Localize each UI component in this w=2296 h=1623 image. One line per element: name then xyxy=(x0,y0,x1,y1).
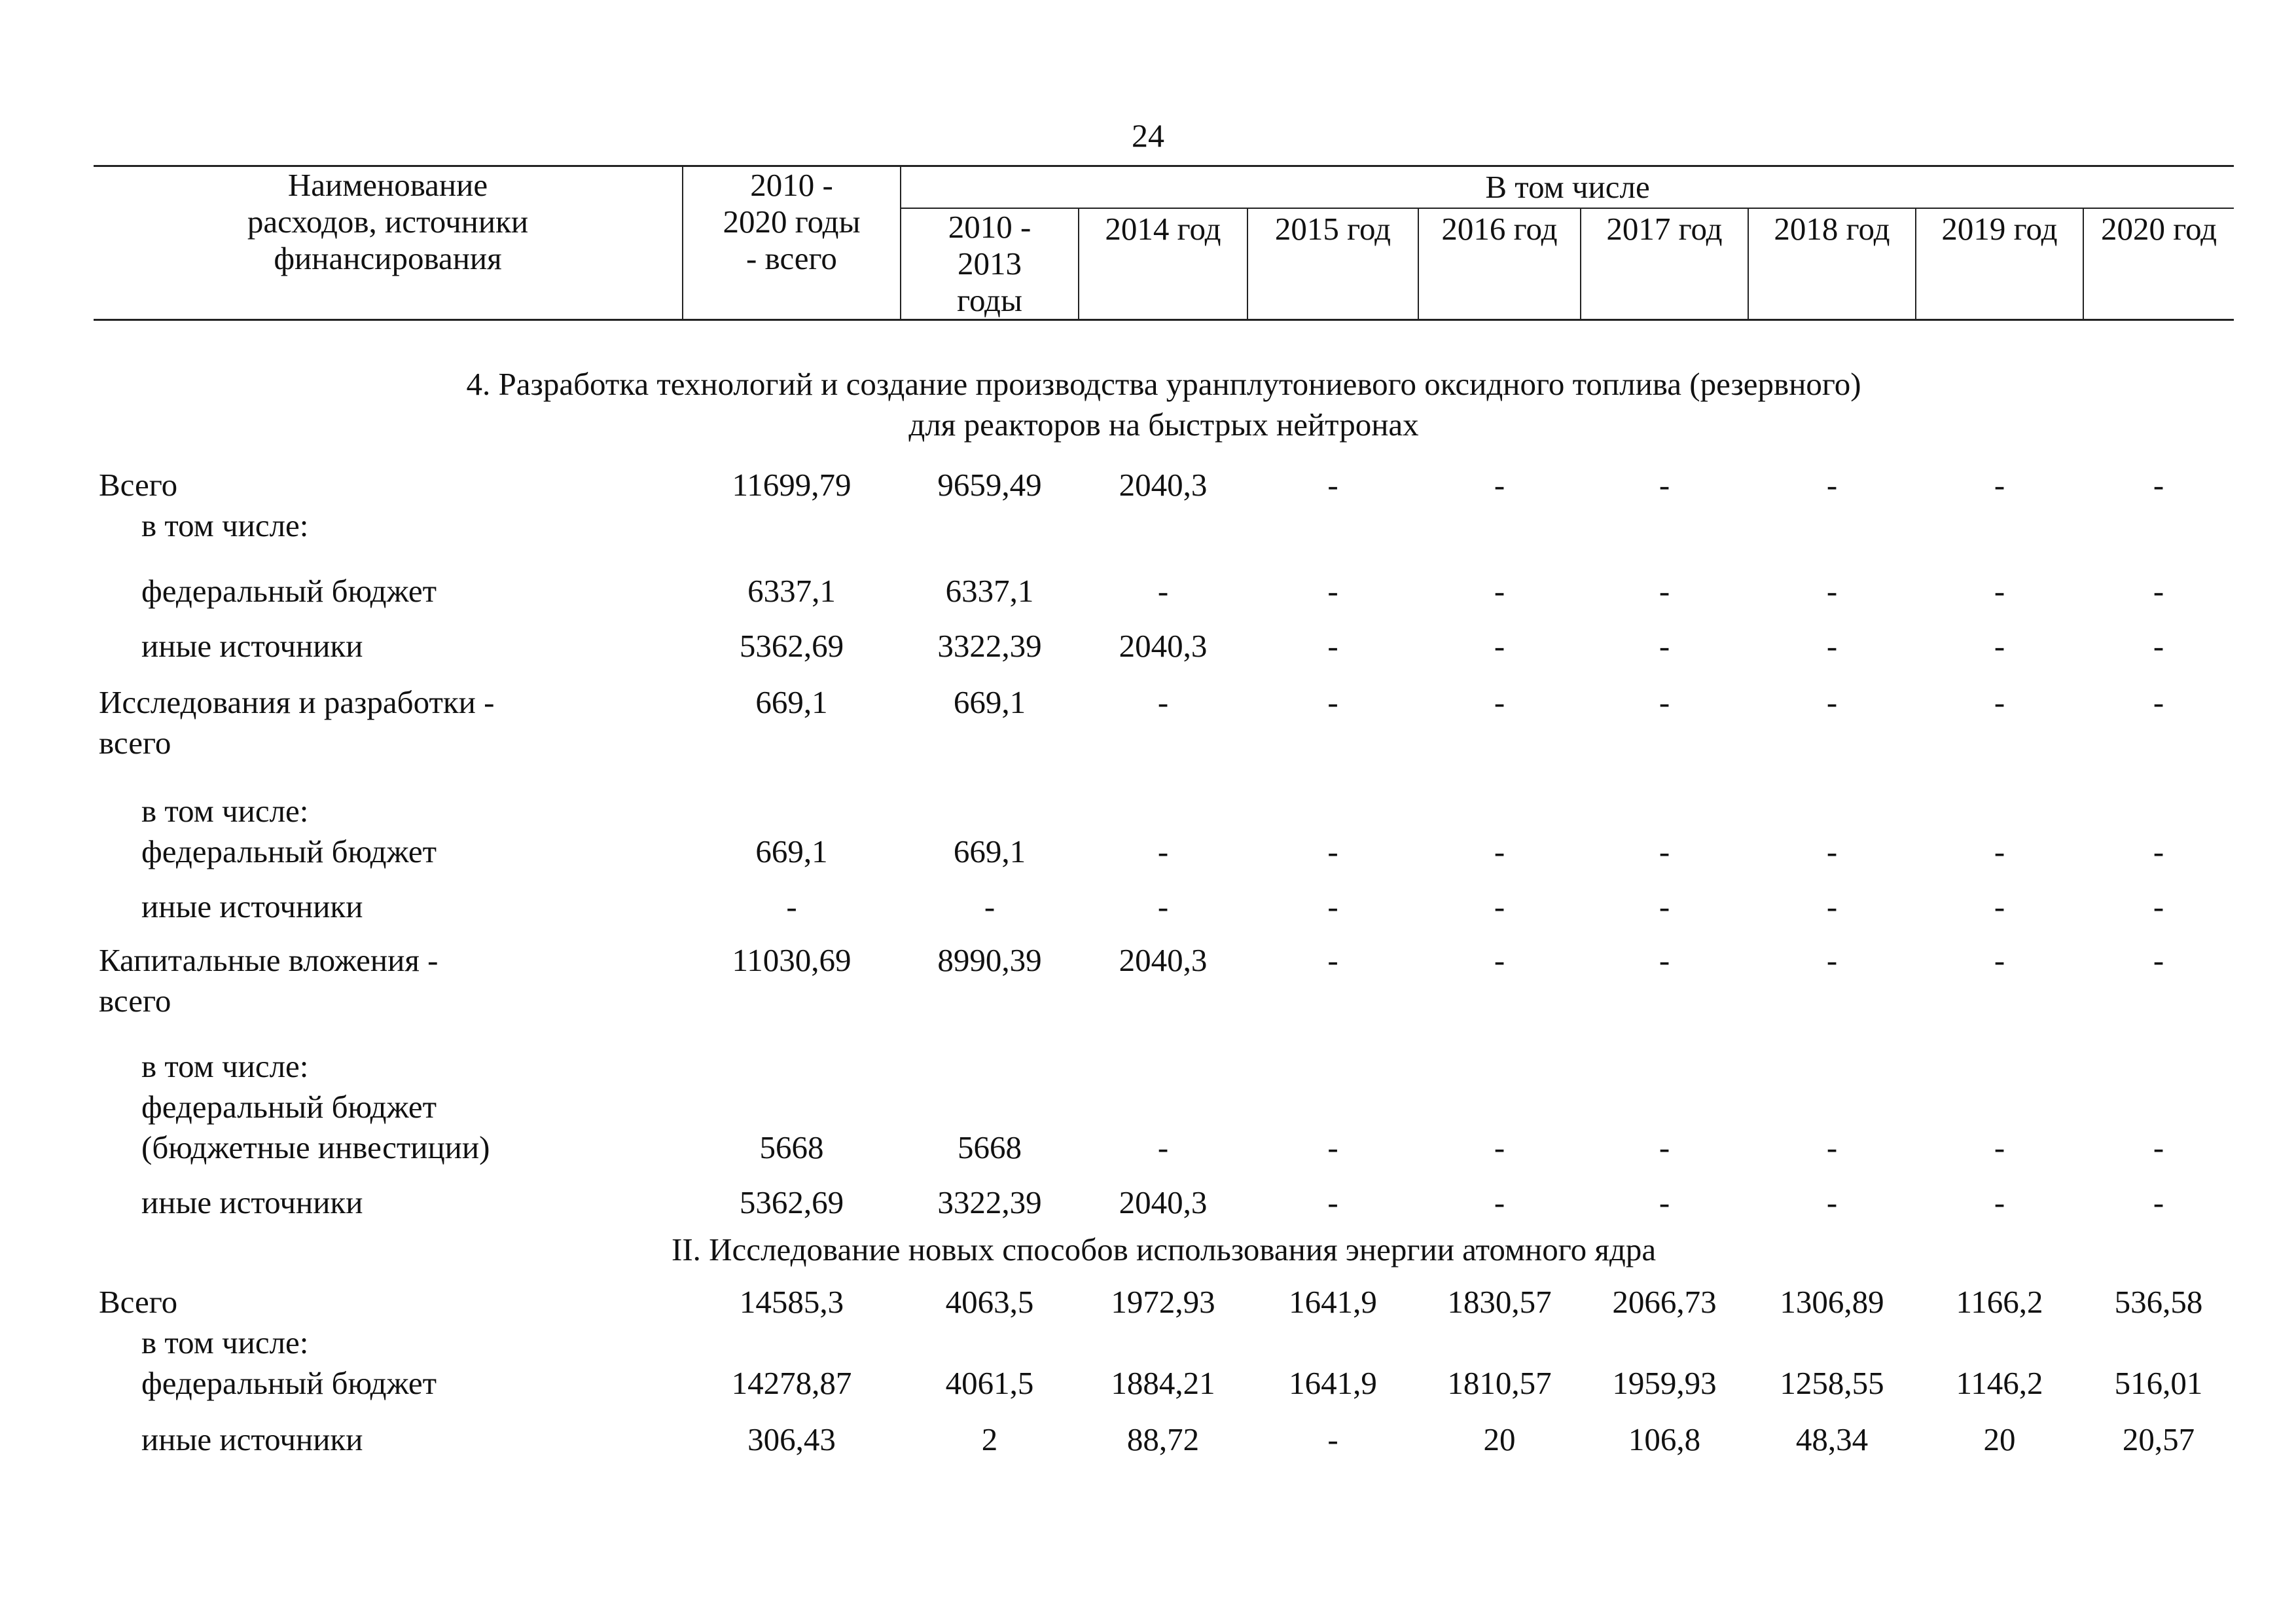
cell-value xyxy=(1748,1021,1916,1087)
cell-value xyxy=(1418,1087,1581,1127)
cell-value: - xyxy=(1494,1184,1505,1220)
cell-value: 669,1 xyxy=(755,833,828,869)
cell-value xyxy=(1916,981,2083,1021)
cell-value xyxy=(1748,1087,1916,1127)
table-row xyxy=(94,1087,2234,1127)
cell-value xyxy=(901,1322,1079,1363)
cell-value: 536,58 xyxy=(2114,1284,2203,1320)
table-body xyxy=(94,320,2234,1461)
cell-value xyxy=(683,723,901,763)
cell-value: 9659,49 xyxy=(937,467,1042,503)
cell-value: 1641,9 xyxy=(1289,1365,1377,1401)
cell-value: 4061,5 xyxy=(945,1365,1034,1401)
cell-value xyxy=(1748,981,1916,1021)
row-label: в том числе: xyxy=(141,793,309,829)
table-row xyxy=(94,1404,2234,1460)
cell-value xyxy=(1079,505,1247,546)
cell-value: - xyxy=(1327,684,1338,720)
section-title-row xyxy=(94,320,2234,446)
cell-value: - xyxy=(786,888,797,924)
cell-value xyxy=(1418,1322,1581,1363)
cell-value: 5362,69 xyxy=(739,628,844,664)
cell-value: - xyxy=(1826,942,1838,978)
header-sub-column: 2015 год xyxy=(1247,208,1418,320)
cell-value xyxy=(1079,1087,1247,1127)
cell-value xyxy=(901,723,1079,763)
cell-value: - xyxy=(1826,467,1838,503)
cell-value: 48,34 xyxy=(1795,1421,1869,1457)
cell-value: - xyxy=(1494,684,1505,720)
table-row xyxy=(94,872,2234,927)
cell-value: 5362,69 xyxy=(739,1184,844,1220)
cell-value xyxy=(901,1021,1079,1087)
cell-value: - xyxy=(2153,467,2164,503)
cell-value: - xyxy=(1494,467,1505,503)
cell-value: - xyxy=(1826,833,1838,869)
table-row xyxy=(94,666,2234,723)
cell-value: - xyxy=(1659,467,1670,503)
table-row xyxy=(94,723,2234,763)
cell-value xyxy=(1916,505,2083,546)
cell-value: - xyxy=(1327,833,1338,869)
cell-value: - xyxy=(1494,573,1505,609)
cell-value: - xyxy=(1494,888,1505,924)
cell-value xyxy=(1916,1087,2083,1127)
cell-value: 1959,93 xyxy=(1612,1365,1717,1401)
table-row xyxy=(94,981,2234,1021)
cell-value: 2040,3 xyxy=(1119,942,1208,978)
cell-value xyxy=(2083,505,2234,546)
cell-value: - xyxy=(2153,1184,2164,1220)
cell-value: - xyxy=(1659,1129,1670,1165)
cell-value: 2066,73 xyxy=(1612,1284,1717,1320)
cell-value: - xyxy=(1994,942,2005,978)
cell-value: 20,57 xyxy=(2122,1421,2195,1457)
cell-value: - xyxy=(1826,684,1838,720)
cell-value: - xyxy=(1826,888,1838,924)
header-name-column: Наименование расходов, источники финансирования xyxy=(94,166,683,320)
cell-value xyxy=(1581,1021,1748,1087)
cell-value: - xyxy=(2153,1129,2164,1165)
cell-value xyxy=(1581,505,1748,546)
cell-value xyxy=(901,763,1079,831)
row-label: всего xyxy=(99,983,171,1019)
cell-value xyxy=(1581,1087,1748,1127)
cell-value: - xyxy=(1327,888,1338,924)
cell-value: 306,43 xyxy=(747,1421,836,1457)
row-label: в том числе: xyxy=(141,507,309,543)
cell-value: 11699,79 xyxy=(732,467,852,503)
cell-value: 1258,55 xyxy=(1780,1365,1884,1401)
cell-value xyxy=(683,763,901,831)
cell-value: 669,1 xyxy=(953,833,1026,869)
financing-table xyxy=(94,165,2234,1460)
cell-value xyxy=(2083,763,2234,831)
cell-value: 3322,39 xyxy=(937,1184,1042,1220)
cell-value: 6337,1 xyxy=(747,573,836,609)
cell-value: 2040,3 xyxy=(1119,1184,1208,1220)
cell-value xyxy=(1581,723,1748,763)
cell-value xyxy=(1916,763,2083,831)
cell-value: - xyxy=(1494,833,1505,869)
cell-value: - xyxy=(1826,628,1838,664)
cell-value xyxy=(1079,981,1247,1021)
cell-value: 106,8 xyxy=(1628,1421,1701,1457)
cell-value: 1166,2 xyxy=(1956,1284,2043,1320)
cell-value xyxy=(2083,1021,2234,1087)
cell-value: 5668 xyxy=(958,1129,1022,1165)
cell-value: 2040,3 xyxy=(1119,467,1208,503)
cell-value: 14278,87 xyxy=(731,1365,852,1401)
cell-value: - xyxy=(1659,684,1670,720)
cell-value: - xyxy=(1157,888,1169,924)
cell-value: - xyxy=(1157,1129,1169,1165)
cell-value: - xyxy=(2153,573,2164,609)
cell-value: - xyxy=(2153,888,2164,924)
cell-value: - xyxy=(1994,888,2005,924)
cell-value: - xyxy=(1659,833,1670,869)
cell-value xyxy=(2083,981,2234,1021)
row-label: иные источники xyxy=(141,1184,363,1220)
cell-value xyxy=(1748,723,1916,763)
header-group-label: В том числе xyxy=(901,166,2234,209)
row-label: иные источники xyxy=(141,888,363,924)
header-sub-column: 2010 - 2013 годы xyxy=(901,208,1079,320)
table-row xyxy=(94,445,2234,505)
cell-value: 20 xyxy=(1983,1421,2016,1457)
cell-value xyxy=(1418,723,1581,763)
row-label: Всего xyxy=(99,1284,178,1320)
row-label: в том числе: xyxy=(141,1324,309,1360)
cell-value xyxy=(1916,1322,2083,1363)
cell-value: - xyxy=(1659,942,1670,978)
cell-value: 1884,21 xyxy=(1111,1365,1215,1401)
section-title-row xyxy=(94,1223,2234,1270)
cell-value xyxy=(1418,763,1581,831)
row-label: иные источники xyxy=(141,1421,363,1457)
cell-value: - xyxy=(1157,684,1169,720)
cell-value: 14585,3 xyxy=(739,1284,844,1320)
cell-value: - xyxy=(2153,684,2164,720)
table-row xyxy=(94,1363,2234,1404)
cell-value: - xyxy=(2153,942,2164,978)
cell-value xyxy=(1748,763,1916,831)
table-row xyxy=(94,1322,2234,1363)
table-row xyxy=(94,1168,2234,1223)
cell-value xyxy=(1247,763,1418,831)
cell-value: - xyxy=(1994,467,2005,503)
table-row xyxy=(94,1270,2234,1322)
page-number: 24 xyxy=(1132,117,1164,154)
cell-value: - xyxy=(2153,628,2164,664)
cell-value xyxy=(1247,1087,1418,1127)
cell-value: - xyxy=(1327,573,1338,609)
header-sub-column: 2019 год xyxy=(1916,208,2083,320)
header-sub-column: 2016 год xyxy=(1418,208,1581,320)
cell-value xyxy=(2083,1322,2234,1363)
cell-value: 5668 xyxy=(759,1129,824,1165)
cell-value: 1146,2 xyxy=(1956,1365,2043,1401)
cell-value xyxy=(1748,505,1916,546)
header-sub-column: 2017 год xyxy=(1581,208,1748,320)
cell-value xyxy=(683,1021,901,1087)
header-sub-column: 2018 год xyxy=(1748,208,1916,320)
cell-value: - xyxy=(1327,1184,1338,1220)
cell-value: - xyxy=(1994,684,2005,720)
cell-value: - xyxy=(1327,467,1338,503)
row-label: федеральный бюджет xyxy=(141,573,437,609)
row-label: (бюджетные инвестиции) xyxy=(141,1129,490,1165)
header-sub-column: 2014 год xyxy=(1079,208,1247,320)
cell-value xyxy=(1079,1322,1247,1363)
cell-value: 1641,9 xyxy=(1289,1284,1377,1320)
row-label: Всего xyxy=(99,467,178,503)
cell-value xyxy=(683,505,901,546)
table-row xyxy=(94,611,2234,666)
cell-value xyxy=(2083,1087,2234,1127)
cell-value xyxy=(1247,1322,1418,1363)
row-label: в том числе: xyxy=(141,1048,309,1084)
cell-value: - xyxy=(1994,573,2005,609)
cell-value xyxy=(901,1087,1079,1127)
cell-value xyxy=(1418,1021,1581,1087)
cell-value xyxy=(1581,1322,1748,1363)
cell-value: 3322,39 xyxy=(937,628,1042,664)
cell-value: 8990,39 xyxy=(937,942,1042,978)
cell-value: - xyxy=(1994,1184,2005,1220)
cell-value: 669,1 xyxy=(755,684,828,720)
cell-value xyxy=(1418,981,1581,1021)
row-label: всего xyxy=(99,725,171,761)
cell-value xyxy=(1079,723,1247,763)
cell-value: - xyxy=(2153,833,2164,869)
cell-value: - xyxy=(1994,833,2005,869)
cell-value xyxy=(683,981,901,1021)
cell-value: 1810,57 xyxy=(1447,1365,1552,1401)
cell-value: - xyxy=(1327,942,1338,978)
cell-value: 2040,3 xyxy=(1119,628,1208,664)
cell-value xyxy=(2083,723,2234,763)
cell-value xyxy=(1916,723,2083,763)
cell-value: 20 xyxy=(1483,1421,1516,1457)
cell-value: 11030,69 xyxy=(732,942,852,978)
cell-value: 2 xyxy=(981,1421,998,1457)
cell-value: - xyxy=(984,888,996,924)
cell-value xyxy=(901,505,1079,546)
table-row xyxy=(94,505,2234,546)
cell-value: 88,72 xyxy=(1126,1421,1200,1457)
section-title: II. Исследование новых способов использования энергии атомного ядра xyxy=(672,1231,1657,1267)
cell-value: 1972,93 xyxy=(1111,1284,1215,1320)
table-row xyxy=(94,546,2234,611)
cell-value: - xyxy=(1327,628,1338,664)
cell-value: - xyxy=(1327,1129,1338,1165)
cell-value xyxy=(1247,1021,1418,1087)
table-row xyxy=(94,1127,2234,1168)
cell-value xyxy=(1079,1021,1247,1087)
cell-value: - xyxy=(1659,628,1670,664)
section-title: для реакторов на быстрых нейтронах xyxy=(908,407,1419,443)
cell-value: - xyxy=(1494,1129,1505,1165)
cell-value xyxy=(683,1322,901,1363)
table-row xyxy=(94,1021,2234,1087)
cell-value xyxy=(1247,981,1418,1021)
table-header xyxy=(94,166,2234,320)
cell-value: 6337,1 xyxy=(945,573,1034,609)
row-label: федеральный бюджет xyxy=(141,1089,437,1125)
cell-value: 669,1 xyxy=(953,684,1026,720)
cell-value xyxy=(1247,723,1418,763)
cell-value xyxy=(1916,1021,2083,1087)
cell-value: - xyxy=(1659,888,1670,924)
cell-value xyxy=(1581,981,1748,1021)
row-label: Капитальные вложения - xyxy=(99,942,439,978)
cell-value xyxy=(683,1087,901,1127)
cell-value: - xyxy=(1494,628,1505,664)
cell-value xyxy=(1079,763,1247,831)
cell-value: - xyxy=(1826,1129,1838,1165)
row-label: Исследования и разработки - xyxy=(99,684,495,720)
row-label: иные источники xyxy=(141,628,363,664)
cell-value xyxy=(1247,505,1418,546)
cell-value: - xyxy=(1659,573,1670,609)
cell-value xyxy=(1748,1322,1916,1363)
cell-value: - xyxy=(1494,942,1505,978)
row-label: федеральный бюджет xyxy=(141,1365,437,1401)
table-row xyxy=(94,927,2234,981)
cell-value xyxy=(1418,505,1581,546)
table-row xyxy=(94,763,2234,831)
cell-value: - xyxy=(1826,1184,1838,1220)
cell-value: 4063,5 xyxy=(945,1284,1034,1320)
cell-value: - xyxy=(1826,573,1838,609)
cell-value: 1830,57 xyxy=(1447,1284,1552,1320)
cell-value: - xyxy=(1994,1129,2005,1165)
table-row xyxy=(94,831,2234,872)
cell-value: - xyxy=(1994,628,2005,664)
header-sub-column: 2020 год xyxy=(2083,208,2234,320)
cell-value: - xyxy=(1659,1184,1670,1220)
cell-value xyxy=(901,981,1079,1021)
cell-value: - xyxy=(1157,833,1169,869)
row-label: федеральный бюджет xyxy=(141,833,437,869)
cell-value: - xyxy=(1327,1421,1338,1457)
header-total-column: 2010 - 2020 годы - всего xyxy=(683,166,901,320)
cell-value xyxy=(1581,763,1748,831)
cell-value: 1306,89 xyxy=(1780,1284,1884,1320)
cell-value: - xyxy=(1157,573,1169,609)
cell-value: 516,01 xyxy=(2114,1365,2203,1401)
section-title: 4. Разработка технологий и создание производства уранплутониевого оксидного топлива (резервного) xyxy=(466,366,1861,402)
